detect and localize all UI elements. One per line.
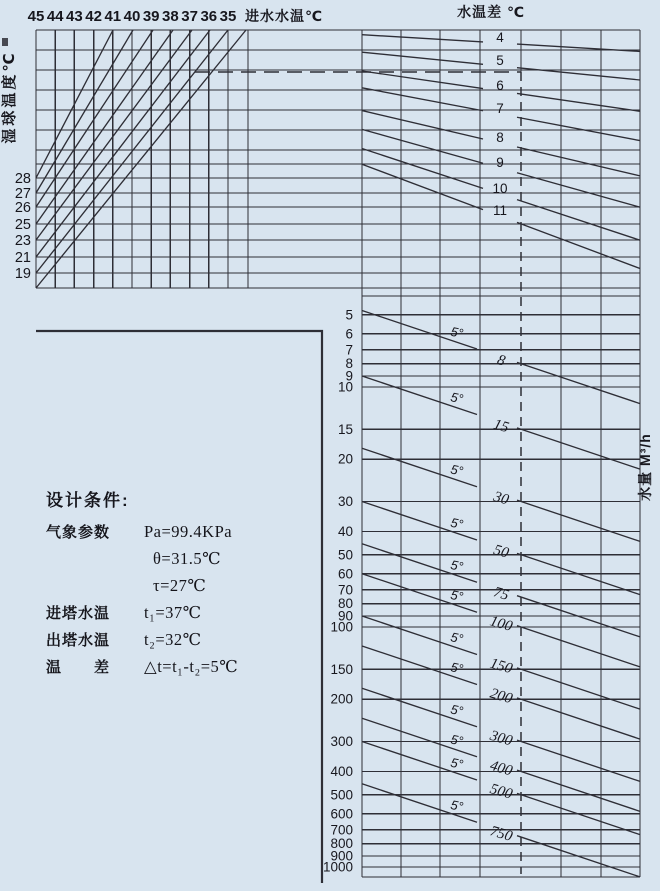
flow-tick-label: 60 bbox=[337, 566, 353, 582]
delta-5-label: 5° bbox=[449, 514, 465, 532]
wet-bulb-tick-label: 23 bbox=[14, 233, 31, 249]
design-condition-label: 进塔水温 bbox=[46, 604, 111, 622]
design-condition-value: t₂=32℃ bbox=[144, 629, 202, 649]
model-flow-label: 75 bbox=[491, 584, 511, 604]
design-condition-label: 气象参数 bbox=[46, 523, 111, 541]
inlet-temp-axis-label: 进水水温℃ bbox=[245, 8, 323, 24]
model-flow-label: 15 bbox=[491, 416, 511, 437]
model-flow-label: 150 bbox=[488, 655, 515, 678]
flow-tick-label: 10 bbox=[337, 379, 353, 395]
delta-5-label: 5° bbox=[449, 389, 465, 407]
flow-tick-label: 1000 bbox=[322, 859, 353, 875]
wet-bulb-tick-label: 28 bbox=[14, 171, 31, 187]
model-flow-label: 50 bbox=[491, 542, 511, 562]
delta-5-label: 5° bbox=[449, 731, 465, 749]
delta-5-label: 5° bbox=[449, 701, 465, 719]
design-condition-value: Pa=99.4KPa bbox=[144, 521, 233, 541]
chart-labels bbox=[0, 4, 653, 875]
design-conditions-title: 设计条件: bbox=[46, 491, 130, 510]
flow-tick-label: 300 bbox=[330, 734, 353, 750]
wet-bulb-tick-label: 25 bbox=[14, 217, 31, 233]
delta-5-label: 5° bbox=[449, 586, 465, 605]
flow-tick-label: 20 bbox=[337, 451, 353, 467]
model-flow-label: 30 bbox=[491, 488, 511, 509]
model-flow-label: 500 bbox=[488, 781, 515, 803]
wet-bulb-tick-label: 26 bbox=[14, 200, 31, 216]
design-conditions-block bbox=[46, 492, 331, 686]
delta-5-label: 5° bbox=[449, 754, 465, 772]
delta-5-label: 5° bbox=[449, 556, 465, 575]
example-guide-dashed-line bbox=[195, 72, 521, 874]
design-condition-row bbox=[46, 548, 331, 578]
inlet-temp-tick-label: 40 bbox=[123, 8, 141, 25]
delta-t-line-label: 7 bbox=[496, 101, 504, 116]
model-flow-label: 8 bbox=[495, 352, 507, 370]
design-condition-row bbox=[46, 602, 331, 632]
flow-tick-label: 400 bbox=[330, 763, 353, 779]
delta-t-line-label: 10 bbox=[492, 181, 508, 196]
flow-tick-label: 70 bbox=[337, 582, 353, 598]
design-condition-row bbox=[46, 521, 331, 551]
flow-tick-label: 600 bbox=[330, 806, 353, 822]
wet-bulb-tick-label: 27 bbox=[14, 186, 31, 202]
flow-tick-label: 30 bbox=[337, 494, 353, 510]
design-condition-value: θ=31.5℃ bbox=[153, 548, 222, 568]
design-condition-value: t₁=37℃ bbox=[144, 602, 202, 622]
inlet-temp-tick-label: 37 bbox=[181, 8, 198, 25]
delta-5-label: 5° bbox=[449, 461, 465, 479]
inlet-temp-tick-label: 42 bbox=[85, 8, 102, 25]
design-condition-row bbox=[46, 575, 331, 605]
wet-bulb-tick-label: 19 bbox=[14, 266, 31, 282]
flow-tick-label: 5 bbox=[345, 307, 353, 323]
delta-t-line-label: 6 bbox=[496, 78, 504, 93]
flow-tick-label: 200 bbox=[330, 691, 353, 707]
design-condition-label: 出塔水温 bbox=[46, 631, 111, 649]
model-flow-label: 750 bbox=[488, 823, 515, 845]
design-condition-row bbox=[46, 629, 331, 659]
flow-axis-label: 水量 M³/h bbox=[637, 433, 653, 501]
flow-tick-label: 15 bbox=[337, 421, 353, 437]
wet-bulb-tick-label: 21 bbox=[14, 250, 31, 266]
flow-tick-label: 800 bbox=[330, 836, 353, 852]
flow-tick-label: 9 bbox=[345, 368, 353, 384]
flow-tick-label: 900 bbox=[330, 848, 353, 864]
flow-tick-label: 6 bbox=[345, 326, 353, 342]
inlet-temp-tick-label: 44 bbox=[46, 8, 64, 25]
delta-5-label: 5° bbox=[449, 629, 465, 647]
flow-tick-label: 500 bbox=[330, 787, 353, 803]
flow-tick-label: 8 bbox=[345, 356, 353, 372]
flow-tick-label: 40 bbox=[337, 523, 353, 539]
model-flow-label: 300 bbox=[488, 727, 515, 750]
design-condition-value: τ=27℃ bbox=[153, 575, 207, 595]
delta-t-line-label: 8 bbox=[496, 130, 504, 145]
delta-t-line-label: 5 bbox=[496, 53, 504, 68]
delta-t-line-label: 11 bbox=[492, 203, 508, 218]
flow-tick-label: 150 bbox=[330, 661, 353, 677]
flow-tick-label: 90 bbox=[337, 608, 353, 624]
delta-5-label: 5° bbox=[449, 796, 465, 815]
flow-tick-label: 50 bbox=[337, 547, 353, 563]
wet-bulb-axis-label: 湿球温度℃ bbox=[1, 50, 18, 144]
model-flow-label: 100 bbox=[488, 613, 515, 635]
flow-tick-label: 7 bbox=[345, 342, 353, 358]
inlet-temp-tick-label: 35 bbox=[219, 8, 237, 25]
delta-5-label: 5° bbox=[449, 659, 465, 677]
design-condition-row bbox=[46, 656, 331, 686]
flow-tick-label: 80 bbox=[337, 596, 353, 612]
delta-t-line-label: 4 bbox=[496, 30, 504, 45]
delta-t-axis-label: 水温差 ℃ bbox=[457, 4, 525, 20]
inlet-temp-tick-label: 43 bbox=[66, 8, 83, 25]
design-condition-value: △t=t₁-t₂=5℃ bbox=[144, 656, 239, 676]
design-conditions-rows bbox=[46, 521, 331, 686]
inlet-temp-tick-label: 39 bbox=[142, 8, 160, 25]
inlet-temp-tick-label: 41 bbox=[104, 8, 122, 25]
inlet-temp-tick-label: 38 bbox=[162, 8, 179, 25]
scan-artifact bbox=[2, 38, 8, 46]
delta-5-label: 5° bbox=[449, 323, 465, 341]
model-flow-label: 200 bbox=[488, 685, 515, 708]
flow-tick-label: 100 bbox=[330, 619, 353, 635]
delta-t-line-label: 9 bbox=[496, 155, 504, 170]
inlet-temp-tick-label: 45 bbox=[27, 8, 45, 25]
model-flow-label: 400 bbox=[488, 757, 515, 780]
design-condition-label: 温 差 bbox=[46, 658, 111, 676]
flow-tick-label: 700 bbox=[330, 822, 353, 838]
inlet-temp-tick-label: 36 bbox=[200, 8, 218, 25]
